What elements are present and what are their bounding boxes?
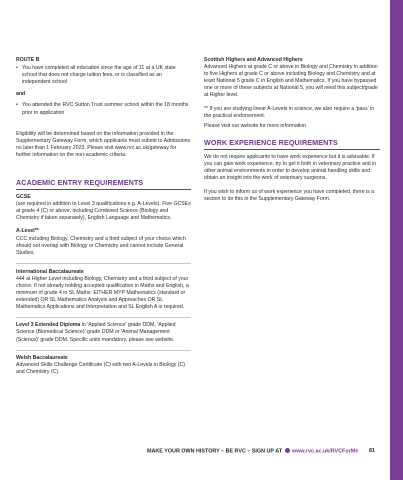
work-experience-heading: WORK EXPERIENCE REQUIREMENTS (204, 137, 338, 147)
globe-icon (285, 448, 290, 453)
heading-underline (204, 149, 380, 150)
ib-title: International Baccalaureate (16, 268, 84, 275)
scottish-highers-text: Advanced Highers at grade C or above in Biology and Chemistry in addition to five Highers at grade C or above including Biology and Chemistry and at least National 5 grade C in English and Mathematics. If you have bypassed one or more of these subjects at National 5, you will need this subject/grade at Higher level. (204, 64, 378, 99)
left-column (16, 57, 191, 376)
alevel-text: CCC including Biology, Chemistry and a third subject of your choice which should not overlap with Biology or Chemistry and cannot include General Studies. (16, 235, 186, 256)
scottish-highers-title: Scottish Highers and Advanced Highers (204, 57, 303, 63)
footer-strapline (147, 448, 358, 455)
gcse-title: GCSE (16, 194, 31, 201)
route-b-criterion-1: • You have completed all education since the age of 11 at a UK state school that does not charge tuition fees, or is classified as an independent school (16, 65, 191, 86)
section-divider (16, 317, 191, 318)
ib-text: 444 at Higher Level including Biology, Chemistry and a third subject of your choice. If not already holding accepted qualification in Maths and English, a minimum of grade 4 in SL Maths: EITHER MYP Mathematics (standard or extended) OR SL Mathematics Analysis and Approaches OR SL Mathematics Applications and Interpretation and SL English A is required. (16, 275, 189, 311)
route-b-heading: ROUTE B (16, 57, 40, 63)
footer-text: MAKE YOUR OWN HISTORY – BE RVC – SIGN UP AT (147, 448, 282, 455)
alevel-title: A-Level** (16, 228, 39, 235)
right-column (204, 57, 380, 203)
academic-requirements-heading: ACADEMIC ENTRY REQUIREMENTS (16, 178, 144, 188)
welsh-bacc-text: Advanced Skills Challenge Certificate (C) with two A-Levels in Biology (C) and Chemistry (C). (16, 361, 185, 375)
work-experience-text-1: We do not require applicants to have work experience but it is advisable. If you can gain work experience, try to get it both in veterinary practice and in other animal environments in order to develop animal handling skills and obtain an insight into the work of veterinary surgeons. (204, 153, 377, 182)
and-conjunction: and (16, 91, 26, 98)
route-b-criterion-2: • You attended the RVC Sutton Trust summer school within the 18 months prior to application (16, 102, 191, 116)
level3-title: Level 3 Extended Diploma (16, 322, 81, 329)
level3-paragraph (16, 322, 191, 343)
welsh-bacc-title: Welsh Baccalaureate (16, 354, 68, 361)
section-divider (16, 263, 191, 264)
footer-url-link[interactable]: www.rvc.ac.uk/RVCForMe (292, 448, 359, 455)
work-experience-text-2: If you wish to inform us of work experience you have completed, there is a section to do this in the Supplementary Gateway Form. (204, 189, 375, 203)
alevel-footnote: ** If you are studying linear A-Levels in science, we also require a 'pass' in the practical endorsement. (204, 105, 375, 119)
gcse-text: (are required in addition to Level 3 qualifications e.g. A-Levels). Five GCSEs at grade 4 (C) or above, including Combined Science (Biology and Chemistry if taken separately), English Language and Mathematics. (16, 201, 191, 222)
section-divider (16, 350, 191, 351)
website-note: Please visit our website for more information. (204, 122, 308, 129)
heading-underline (16, 189, 191, 190)
eligibility-paragraph: Eligibility will be determined based on the information provided in the Supplementary Gateway Form, which applicants must submit to Admissions no later than 1 February 2023. Please visit www.rvc.ac.uk/gateway for further information on the non-academic criteria. (16, 130, 191, 158)
level3-text: in 'Applied Science' grade DDM, 'Applied Science (Biomedical Science)' grade DDM or 'Animal Management (Science)' grade DDM. Specific units mandatory, please see website. (16, 322, 176, 343)
accent-side-bar (390, 0, 403, 480)
page-number: 81 (369, 448, 375, 454)
